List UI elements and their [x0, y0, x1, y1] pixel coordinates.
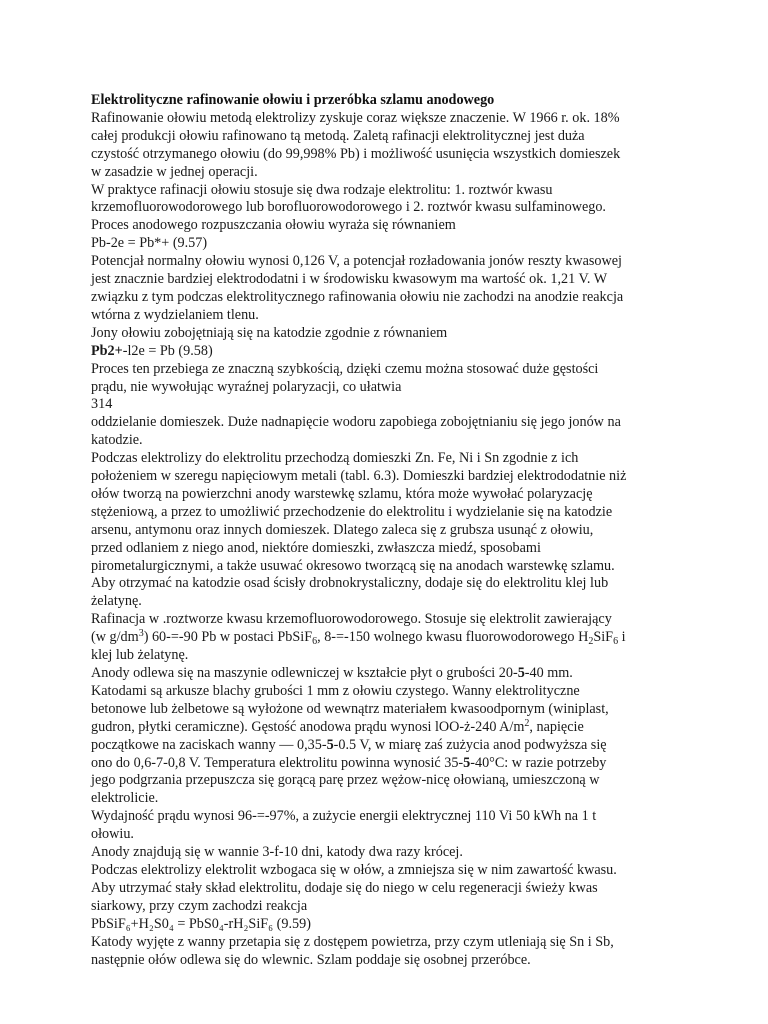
- text-line: klej lub żelatynę.: [91, 647, 189, 664]
- text-fragment: , 8-=-150 wolnego kwasu fluorowodorowego H: [317, 629, 589, 646]
- document-body: [91, 92, 681, 969]
- text-line: [91, 737, 681, 755]
- text-line: wtórna z wydzielaniem tlenu.: [91, 306, 259, 323]
- text-line: następnie ołów odlewa się do wlewnic. Szlam poddaje się osobnej przeróbce.: [91, 951, 531, 968]
- text-line: Proces ten przebiega ze znaczną szybkością, dzięki czemu można stosować duże gęstości: [91, 360, 599, 377]
- text-line: całej produkcji ołowiu rafinowano tą metodą. Zaletą rafinacji elektrolitycznej jest duża: [91, 127, 585, 144]
- text-line: czystość otrzymanego ołowiu (do 99,998% Pb) i możliwość usunięcia wszystkich domieszek: [91, 145, 621, 162]
- text-line: [91, 665, 681, 683]
- text-line: stężeniową, a przez to umożliwić przechodzenie do elektrolitu i wydzielanie się na katodzie: [91, 503, 613, 520]
- equation-9-59: PbSiF₆+H₂S0₄ = PbS0₄-rH₂SiF₆ (9.59): [91, 915, 311, 932]
- equation-9-57: Pb-2e = Pb*+ (9.57): [91, 235, 208, 252]
- page-number: 314: [91, 396, 113, 413]
- text-line: Wydajność prądu wynosi 96-=-97%, a zużycie energii elektrycznej 110 Vi 50 kWh na 1 t: [91, 808, 597, 825]
- text-fragment: -40 mm.: [524, 665, 573, 681]
- text-fragment: Anody odlewa się na maszynie odlewniczej w kształcie płyt o grubości 20-: [91, 665, 518, 681]
- text-line: jest znacznie bardziej elektrododatni i w środowisku kwasowym ma wartość ok. 1,21 V. W: [91, 271, 608, 288]
- bold-fragment: 5: [517, 665, 525, 681]
- superscript: 2: [524, 717, 530, 729]
- text-line: Rafinacja w .roztworze kwasu krzemofluorowodorowego. Stosuje się elektrolit zawierający: [91, 611, 612, 628]
- bold-fragment: 5: [326, 736, 334, 753]
- text-line: Anody znajdują się w wannie 3-f-10 dni, katody dwa razy krócej.: [91, 844, 463, 861]
- text-fragment: ono do 0,6-7-0,8 V. Temperatura elektrolitu powinna wynosić 35-: [91, 754, 464, 771]
- superscript: 3: [138, 628, 144, 640]
- text-fragment: (w g/dm: [91, 629, 139, 646]
- text-line: W praktyce rafinacji ołowiu stosuje się dwa rodzaje elektrolitu: 1. roztwór kwasu: [91, 181, 553, 198]
- subscript: 6: [613, 636, 619, 648]
- text-line: przed odlaniem z niego anod, niektóre domieszki, zwłaszcza miedź, sposobami: [91, 539, 541, 556]
- text-line: krzemofluorowodorowego lub borofluorowodorowego i 2. roztwór kwasu sulfaminowego.: [91, 199, 606, 216]
- document-title: Elektrolityczne rafinowanie ołowiu i przeróbka szlamu anodowego: [91, 92, 495, 108]
- text-fragment: , napięcie: [529, 718, 584, 735]
- text-fragment: gudron, płytki ceramiczne). Gęstość anodowa prądu wynosi lOO-ż-240 A/m: [91, 718, 525, 735]
- text-line: prądu, nie wywołując wyraźnej polaryzacji, co ułatwia: [91, 378, 402, 395]
- text-line: Podczas elektrolizy elektrolit wzbogaca się w ołów, a zmniejsza się w nim zawartość kwasu.: [91, 861, 617, 878]
- text-fragment: SiF: [593, 629, 614, 646]
- text-line: w zasadzie w jednej operacji.: [91, 163, 258, 180]
- text-line: elektrolicie.: [91, 790, 159, 807]
- bold-fragment: 5: [463, 754, 471, 771]
- equation-9-58: [91, 343, 681, 361]
- text-line: siarkowy, przy czym zachodzi reakcja: [91, 897, 308, 914]
- text-line: Proces anodowego rozpuszczania ołowiu wyraża się równaniem: [91, 217, 456, 234]
- text-line: ołów tworzą na powierzchni anody warstewkę szlamu, która może wywołać polaryzację: [91, 485, 593, 502]
- text-line: Aby otrzymać na katodzie osad ścisły drobnokrystaliczny, dodaje się do elektrolitu klej lub: [91, 575, 609, 592]
- text-line: związku z tym podczas elektrolitycznego rafinowania ołowiu nie zachodzi na anodzie reakcja: [91, 288, 624, 305]
- text-line-formula: [91, 629, 681, 647]
- text-line: Aby utrzymać stały skład elektrolitu, dodaje się do niego w celu regeneracji świeży kwas: [91, 879, 598, 896]
- text-line: Katodami są arkusze blachy grubości 1 mm z ołowiu czystego. Wanny elektrolityczne: [91, 682, 580, 699]
- text-line: Rafinowanie ołowiu metodą elektrolizy zyskuje coraz większe znaczenie. W 1966 r. ok. 18%: [91, 109, 620, 126]
- text-line: pirometalurgicznymi, a także usuwać okresowo tworzącą się na anodach warstewkę szlamu.: [91, 557, 615, 574]
- text-line: Potencjał normalny ołowiu wynosi 0,126 V, a potencjał rozładowania jonów reszty kwasowej: [91, 253, 623, 270]
- text-fragment: i: [618, 629, 626, 646]
- text-fragment: początkowe na zaciskach wanny — 0,35-: [91, 736, 327, 753]
- equation-ion-bold: Pb2+: [91, 342, 123, 359]
- text-line: położeniem w szeregu napięciowym metali (tabl. 6.3). Domieszki bardziej elektrododatnie niż: [91, 468, 627, 485]
- equation-rest: -l2e = Pb (9.58): [122, 342, 213, 359]
- subscript: 2: [588, 636, 594, 648]
- text-fragment: ) 60-=-90 Pb w postaci PbSiF: [143, 629, 313, 646]
- text-fragment: -0.5 V, w miarę zaś zużycia anod podwyższa się: [333, 736, 607, 753]
- text-line: ołowiu.: [91, 826, 134, 843]
- text-fragment: -40°C: w razie potrzeby: [470, 754, 607, 771]
- subscript: 6: [312, 636, 318, 648]
- text-line: betonowe lub żelbetowe są wyłożone od wewnątrz materiałem kwasoodpornym (winiplast,: [91, 700, 609, 717]
- text-line: arsenu, antymonu oraz innych domieszek. Dlatego zaleca się z grubsza usunąć z ołowiu,: [91, 521, 594, 538]
- text-line: Podczas elektrolizy do elektrolitu przechodzą domieszki Zn. Fe, Ni i Sn zgodnie z ich: [91, 450, 579, 467]
- text-line: [91, 719, 681, 737]
- text-line: żelatynę.: [91, 593, 142, 610]
- text-line: [91, 755, 681, 773]
- text-line: Jony ołowiu zobojętniają się na katodzie zgodnie z równaniem: [91, 324, 448, 341]
- text-line: oddzielanie domieszek. Duże nadnapięcie wodoru zapobiega zobojętnianiu się jego jonów na: [91, 414, 621, 431]
- text-line: katodzie.: [91, 432, 143, 449]
- text-line: jego podgrzania przepuszcza się gorącą parę przez wężow-nicę ołowianą, umieszczoną w: [91, 772, 600, 789]
- text-line: Katody wyjęte z wanny przetapia się z dostępem powietrza, przy czym utleniają się Sn i Sb,: [91, 933, 614, 950]
